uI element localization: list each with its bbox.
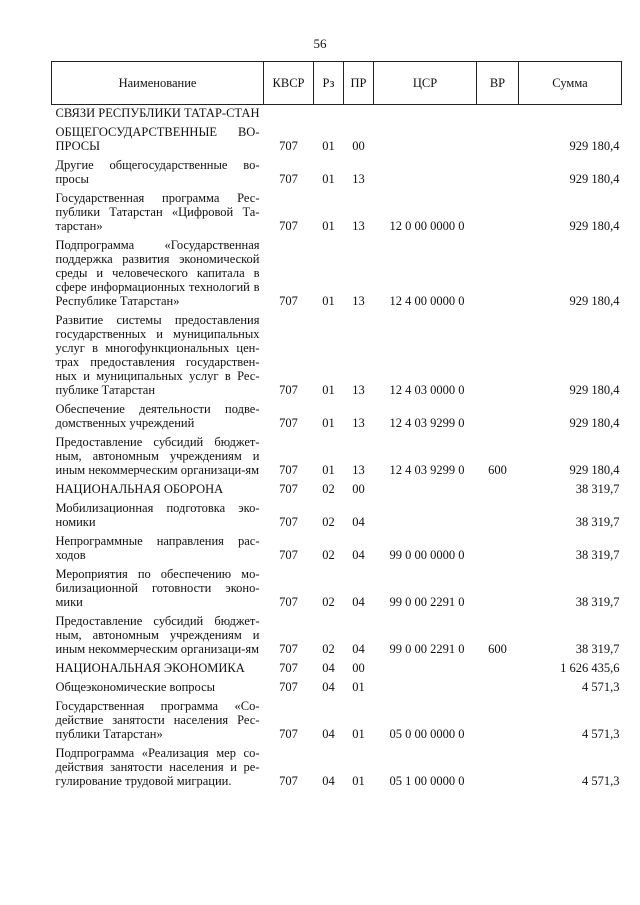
- cell-kvsr: 707: [279, 294, 298, 308]
- cell-pr: 00: [352, 139, 365, 153]
- cell-sum: 929 180,4: [569, 416, 620, 430]
- cell-vr: [477, 308, 519, 397]
- cell-csr: 05 0 00 0000 0: [389, 727, 465, 741]
- cell-kvsr: 707: [279, 774, 298, 788]
- cell-kvsr: 707: [279, 727, 298, 741]
- cell-name: Мероприятия по обеспечению мо-билизационной готовности эконо-мики: [55, 567, 260, 609]
- cell-vr: [477, 694, 519, 741]
- cell-kvsr: 707: [279, 661, 298, 675]
- cell-kvsr: 707: [279, 515, 298, 529]
- cell-kvsr: 707: [279, 595, 298, 609]
- cell-rz: 04: [322, 661, 335, 675]
- cell-pr: 13: [352, 383, 365, 397]
- cell-csr: 99 0 00 2291 0: [389, 642, 465, 656]
- cell-name: Обеспечение деятельности подве-домственных учреждений: [55, 402, 260, 430]
- header-csr: ЦСР: [374, 62, 477, 105]
- header-vr: ВР: [477, 62, 519, 105]
- cell-kvsr: [264, 105, 314, 121]
- cell-kvsr: 707: [279, 680, 298, 694]
- cell-pr: 13: [352, 294, 365, 308]
- cell-sum: 4 571,3: [582, 774, 620, 788]
- cell-pr: 00: [352, 661, 365, 675]
- table-row: [52, 120, 622, 153]
- cell-sum: [519, 105, 622, 121]
- cell-csr: [374, 120, 477, 153]
- cell-rz: 04: [322, 774, 335, 788]
- cell-sum: 4 571,3: [582, 727, 620, 741]
- cell-name: Государственная программа «Со-действие занятости населения Рес-публики Татарстан»: [55, 699, 260, 741]
- table-row: [52, 741, 622, 788]
- table-row: [52, 562, 622, 609]
- header-sum: Сумма: [519, 62, 622, 105]
- table-row: [52, 656, 622, 675]
- cell-rz: 02: [322, 642, 335, 656]
- cell-sum: 38 319,7: [575, 482, 620, 496]
- table-row: [52, 675, 622, 694]
- cell-kvsr: 707: [279, 139, 298, 153]
- cell-csr: 99 0 00 2291 0: [389, 595, 465, 609]
- cell-vr: [477, 477, 519, 496]
- cell-pr: 13: [352, 219, 365, 233]
- cell-csr: 99 0 00 0000 0: [389, 548, 465, 562]
- cell-vr: [477, 529, 519, 562]
- cell-rz: 02: [322, 548, 335, 562]
- cell-kvsr: 707: [279, 383, 298, 397]
- table-row: [52, 430, 622, 477]
- cell-pr: 13: [352, 463, 365, 477]
- cell-kvsr: 707: [279, 416, 298, 430]
- header-name: Наименование: [52, 62, 264, 105]
- cell-rz: [314, 105, 344, 121]
- cell-vr: [477, 675, 519, 694]
- table-row: [52, 477, 622, 496]
- cell-vr: [477, 120, 519, 153]
- cell-name: НАЦИОНАЛЬНАЯ ЭКОНОМИКА: [55, 661, 245, 675]
- table-row: [52, 609, 622, 656]
- cell-vr: [477, 656, 519, 675]
- table-row: [52, 233, 622, 308]
- cell-sum: 4 571,3: [582, 680, 620, 694]
- table-row: [52, 308, 622, 397]
- budget-table: [51, 61, 622, 788]
- cell-kvsr: 707: [279, 219, 298, 233]
- cell-pr: 04: [352, 515, 365, 529]
- cell-csr: [374, 656, 477, 675]
- table-row: [52, 694, 622, 741]
- cell-pr: 01: [352, 680, 365, 694]
- cell-name: Общеэкономические вопросы: [55, 680, 216, 694]
- cell-vr: 600: [488, 642, 507, 656]
- table-row: [52, 105, 622, 121]
- cell-sum: 929 180,4: [569, 139, 620, 153]
- cell-csr: 05 1 00 0000 0: [389, 774, 465, 788]
- cell-csr: [374, 477, 477, 496]
- cell-kvsr: 707: [279, 463, 298, 477]
- cell-pr: 04: [352, 595, 365, 609]
- cell-name: ОБЩЕГОСУДАРСТВЕННЫЕ ВО-ПРОСЫ: [55, 125, 260, 153]
- cell-name: Развитие системы предоставления государственных и муниципальных услуг в многофункциональных цен-трах предоставления государствен-ных и муниципальных услуг в Рес-публике Татарстан: [55, 313, 260, 397]
- cell-sum: 929 180,4: [569, 294, 620, 308]
- cell-rz: 01: [322, 172, 335, 186]
- cell-csr: [374, 105, 477, 121]
- cell-rz: 01: [322, 383, 335, 397]
- cell-vr: [477, 741, 519, 788]
- cell-pr: 01: [352, 774, 365, 788]
- header-pr: ПР: [344, 62, 374, 105]
- cell-name: Предоставление субсидий бюджет-ным, автономным учреждениям и иным некоммерческим организаци-ям: [55, 614, 260, 656]
- cell-sum: 38 319,7: [575, 515, 620, 529]
- cell-name: Мобилизационная подготовка эко-номики: [55, 501, 260, 529]
- cell-sum: 38 319,7: [575, 595, 620, 609]
- cell-vr: [477, 105, 519, 121]
- cell-pr: 01: [352, 727, 365, 741]
- table-row: [52, 496, 622, 529]
- cell-name: СВЯЗИ РЕСПУБЛИКИ ТАТАР-СТАН: [55, 106, 260, 120]
- page-number: 56: [313, 36, 327, 51]
- cell-pr: 00: [352, 482, 365, 496]
- cell-pr: 04: [352, 548, 365, 562]
- cell-csr: [374, 153, 477, 186]
- cell-name: Подпрограмма «Реализация мер со-действия занятости населения и ре-гулирование трудовой миграции.: [55, 746, 260, 788]
- cell-vr: [477, 496, 519, 529]
- cell-csr: 12 4 03 0000 0: [389, 383, 465, 397]
- cell-kvsr: 707: [279, 482, 298, 496]
- table-row: [52, 529, 622, 562]
- cell-vr: [477, 153, 519, 186]
- cell-rz: 04: [322, 680, 335, 694]
- cell-rz: 04: [322, 727, 335, 741]
- cell-csr: [374, 496, 477, 529]
- cell-kvsr: 707: [279, 548, 298, 562]
- cell-csr: 12 4 03 9299 0: [389, 416, 465, 430]
- table-row: [52, 186, 622, 233]
- cell-sum: 929 180,4: [569, 383, 620, 397]
- cell-rz: 02: [322, 515, 335, 529]
- cell-pr: 04: [352, 642, 365, 656]
- cell-vr: [477, 562, 519, 609]
- cell-pr: 13: [352, 416, 365, 430]
- cell-rz: 01: [322, 219, 335, 233]
- table-header-row: [52, 62, 622, 105]
- cell-csr: 12 4 00 0000 0: [389, 294, 465, 308]
- cell-sum: 929 180,4: [569, 463, 620, 477]
- cell-name: Государственная программа Рес-публики Татарстан «Цифровой Та-тарстан»: [55, 191, 260, 233]
- cell-name: Предоставление субсидий бюджет-ным, автономным учреждениям и иным некоммерческим организаци-ям: [55, 435, 260, 477]
- cell-csr: [374, 675, 477, 694]
- cell-name: Другие общегосударственные во-просы: [55, 158, 260, 186]
- cell-kvsr: 707: [279, 642, 298, 656]
- cell-vr: [477, 233, 519, 308]
- cell-vr: [477, 397, 519, 430]
- cell-pr: 13: [352, 172, 365, 186]
- cell-pr: [344, 105, 374, 121]
- cell-csr: 12 4 03 9299 0: [389, 463, 465, 477]
- cell-rz: 01: [322, 139, 335, 153]
- cell-name: Непрограммные направления рас-ходов: [55, 534, 260, 562]
- table-row: [52, 153, 622, 186]
- cell-kvsr: 707: [279, 172, 298, 186]
- cell-rz: 01: [322, 416, 335, 430]
- cell-sum: 929 180,4: [569, 219, 620, 233]
- cell-name: НАЦИОНАЛЬНАЯ ОБОРОНА: [55, 482, 224, 496]
- cell-vr: 600: [488, 463, 507, 477]
- cell-vr: [477, 186, 519, 233]
- cell-csr: 12 0 00 0000 0: [389, 219, 465, 233]
- cell-sum: 929 180,4: [569, 172, 620, 186]
- cell-rz: 02: [322, 595, 335, 609]
- header-rz: Рз: [314, 62, 344, 105]
- table-body: [52, 105, 622, 789]
- cell-rz: 01: [322, 463, 335, 477]
- cell-sum: 38 319,7: [575, 548, 620, 562]
- cell-rz: 01: [322, 294, 335, 308]
- cell-sum: 38 319,7: [575, 642, 620, 656]
- cell-rz: 02: [322, 482, 335, 496]
- table-row: [52, 397, 622, 430]
- cell-name: Подпрограмма «Государственная поддержка развития экономической среды и человеческого капитала в сфере информационных технологий в Республике Татарстан»: [55, 238, 260, 308]
- cell-sum: 1 626 435,6: [560, 661, 620, 675]
- header-kvsr: КВСР: [264, 62, 314, 105]
